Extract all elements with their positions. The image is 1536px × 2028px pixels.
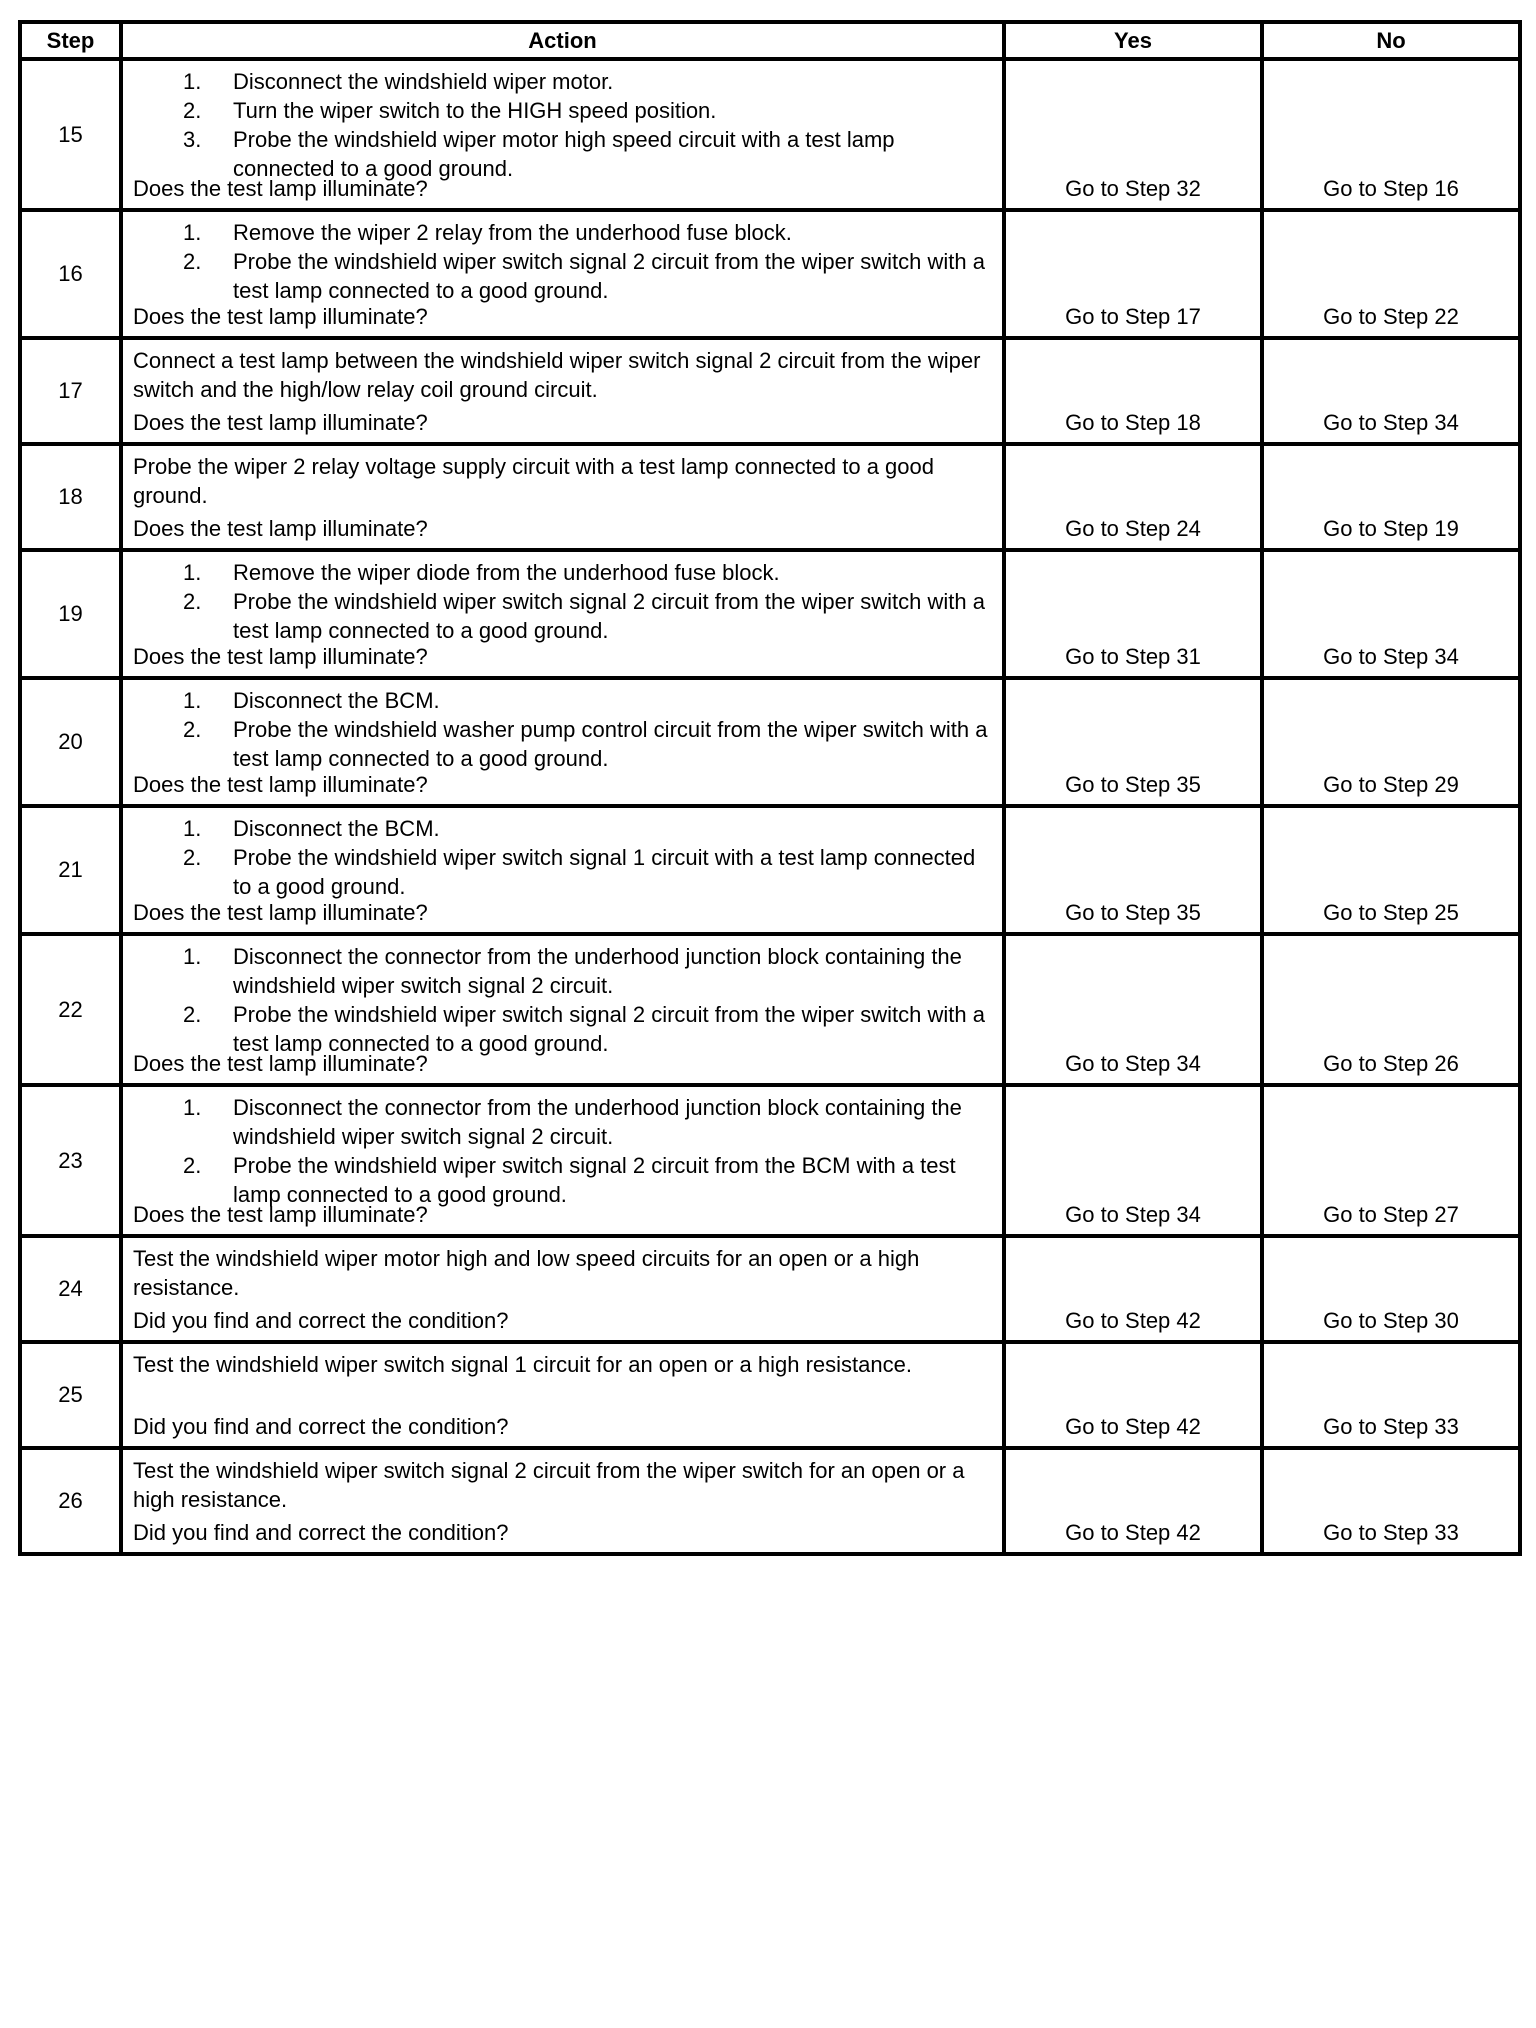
action-step (133, 1093, 992, 1151)
table-row (20, 210, 1520, 338)
action-step-number: 2. (183, 249, 202, 274)
action-step-number: 2. (183, 845, 202, 870)
action-step-text: Probe the windshield wiper switch signal 2 circuit from the wiper switch with a test lamp connected to a good ground. (233, 249, 985, 303)
action-step-number: 2. (183, 589, 202, 614)
yes-result: Go to Step 34 (1065, 1202, 1201, 1227)
step-number: 20 (20, 678, 121, 806)
yes-cell (1004, 1236, 1262, 1342)
no-result: Go to Step 19 (1323, 516, 1459, 541)
action-step (133, 67, 992, 96)
header-yes: Yes (1004, 22, 1262, 59)
action-cell (121, 550, 1004, 678)
step-number: 16 (20, 210, 121, 338)
diagnostic-table (18, 20, 1522, 1556)
action-step-text: Disconnect the BCM. (233, 816, 440, 841)
no-cell (1262, 550, 1520, 678)
action-cell (121, 444, 1004, 550)
action-cell (121, 338, 1004, 444)
no-cell (1262, 1085, 1520, 1236)
no-cell (1262, 1236, 1520, 1342)
no-result: Go to Step 27 (1323, 1202, 1459, 1227)
no-result: Go to Step 34 (1323, 410, 1459, 435)
no-cell (1262, 806, 1520, 934)
action-steps (133, 218, 992, 305)
action-step (133, 814, 992, 843)
action-question: Did you find and correct the condition? (133, 1414, 509, 1439)
action-cell (121, 806, 1004, 934)
table-row (20, 1236, 1520, 1342)
action-cell (121, 1236, 1004, 1342)
header-no: No (1262, 22, 1520, 59)
action-cell (121, 59, 1004, 210)
action-steps (133, 67, 992, 183)
action-steps (133, 558, 992, 645)
yes-result: Go to Step 31 (1065, 644, 1201, 669)
action-step-text: Probe the windshield washer pump control circuit from the wiper switch with a test lamp connected to a good ground. (233, 717, 988, 771)
action-step-text: Probe the windshield wiper switch signal 2 circuit from the wiper switch with a test lamp connected to a good ground. (233, 1002, 985, 1056)
action-step (133, 843, 992, 901)
action-step-number: 2. (183, 717, 202, 742)
yes-result: Go to Step 18 (1065, 410, 1201, 435)
action-step-number: 3. (183, 127, 202, 152)
action-step-number: 1. (183, 816, 202, 841)
action-step-number: 2. (183, 1002, 202, 1027)
no-result: Go to Step 29 (1323, 772, 1459, 797)
action-text: Test the windshield wiper switch signal 1 circuit for an open or a high resistance. (133, 1352, 912, 1377)
table-row (20, 934, 1520, 1085)
table-row (20, 806, 1520, 934)
action-step (133, 715, 992, 773)
action-steps (133, 1093, 992, 1209)
yes-result: Go to Step 35 (1065, 900, 1201, 925)
no-cell (1262, 59, 1520, 210)
yes-result: Go to Step 42 (1065, 1414, 1201, 1439)
action-step-text: Probe the windshield wiper switch signal 1 circuit with a test lamp connected to a good ground. (233, 845, 976, 899)
action-step-text: Disconnect the connector from the underhood junction block containing the windshield wiper switch signal 2 circuit. (233, 1095, 962, 1149)
header-action: Action (121, 22, 1004, 59)
action-cell (121, 210, 1004, 338)
action-step (133, 218, 992, 247)
step-number: 19 (20, 550, 121, 678)
no-cell (1262, 1448, 1520, 1554)
action-step-text: Disconnect the windshield wiper motor. (233, 69, 614, 94)
step-number: 22 (20, 934, 121, 1085)
header-step: Step (20, 22, 121, 59)
action-cell (121, 934, 1004, 1085)
action-question: Does the test lamp illuminate? (133, 1051, 428, 1076)
table-row (20, 550, 1520, 678)
action-step-text: Remove the wiper 2 relay from the underhood fuse block. (233, 220, 792, 245)
action-step-number: 1. (183, 944, 202, 969)
yes-cell (1004, 338, 1262, 444)
no-result: Go to Step 33 (1323, 1414, 1459, 1439)
action-steps (133, 814, 992, 901)
action-question: Does the test lamp illuminate? (133, 900, 428, 925)
step-number: 26 (20, 1448, 121, 1554)
action-question: Does the test lamp illuminate? (133, 410, 428, 435)
table-row (20, 1448, 1520, 1554)
action-step-number: 2. (183, 1153, 202, 1178)
yes-cell (1004, 444, 1262, 550)
step-number: 24 (20, 1236, 121, 1342)
yes-result: Go to Step 17 (1065, 304, 1201, 329)
yes-result: Go to Step 32 (1065, 176, 1201, 201)
action-step-number: 1. (183, 220, 202, 245)
action-text: Probe the wiper 2 relay voltage supply circuit with a test lamp connected to a good ground. (133, 454, 935, 508)
yes-cell (1004, 210, 1262, 338)
no-result: Go to Step 25 (1323, 900, 1459, 925)
yes-cell (1004, 1085, 1262, 1236)
yes-result: Go to Step 35 (1065, 772, 1201, 797)
action-steps (133, 686, 992, 773)
table-row (20, 444, 1520, 550)
action-step (133, 558, 992, 587)
step-number: 18 (20, 444, 121, 550)
yes-cell (1004, 678, 1262, 806)
no-cell (1262, 444, 1520, 550)
action-step-text: Disconnect the connector from the underhood junction block containing the windshield wiper switch signal 2 circuit. (233, 944, 962, 998)
action-cell (121, 1448, 1004, 1554)
action-question: Did you find and correct the condition? (133, 1308, 509, 1333)
step-number: 21 (20, 806, 121, 934)
action-cell (121, 678, 1004, 806)
action-step-number: 1. (183, 560, 202, 585)
no-result: Go to Step 34 (1323, 644, 1459, 669)
table-row (20, 59, 1520, 210)
step-number: 15 (20, 59, 121, 210)
yes-result: Go to Step 42 (1065, 1520, 1201, 1545)
action-question: Does the test lamp illuminate? (133, 176, 428, 201)
action-question: Did you find and correct the condition? (133, 1520, 509, 1545)
yes-result: Go to Step 24 (1065, 516, 1201, 541)
action-text: Test the windshield wiper motor high and low speed circuits for an open or a high resistance. (133, 1246, 920, 1300)
yes-result: Go to Step 34 (1065, 1051, 1201, 1076)
header-row (20, 22, 1520, 59)
step-number: 25 (20, 1342, 121, 1448)
yes-cell (1004, 806, 1262, 934)
action-step-text: Probe the windshield wiper switch signal 2 circuit from the wiper switch with a test lamp connected to a good ground. (233, 589, 985, 643)
no-result: Go to Step 16 (1323, 176, 1459, 201)
action-step (133, 96, 992, 125)
action-step (133, 587, 992, 645)
no-cell (1262, 338, 1520, 444)
action-cell (121, 1085, 1004, 1236)
action-question: Does the test lamp illuminate? (133, 772, 428, 797)
step-number: 23 (20, 1085, 121, 1236)
no-cell (1262, 210, 1520, 338)
action-question: Does the test lamp illuminate? (133, 304, 428, 329)
action-step-number: 1. (183, 688, 202, 713)
yes-cell (1004, 1342, 1262, 1448)
action-step (133, 942, 992, 1000)
action-step (133, 247, 992, 305)
action-step-text: Probe the windshield wiper motor high speed circuit with a test lamp connected to a good ground. (233, 127, 895, 181)
action-steps (133, 942, 992, 1058)
no-result: Go to Step 33 (1323, 1520, 1459, 1545)
yes-cell (1004, 934, 1262, 1085)
action-text: Connect a test lamp between the windshield wiper switch signal 2 circuit from the wiper switch and the high/low relay coil ground circuit. (133, 348, 981, 402)
no-result: Go to Step 30 (1323, 1308, 1459, 1333)
no-cell (1262, 934, 1520, 1085)
yes-cell (1004, 550, 1262, 678)
action-cell (121, 1342, 1004, 1448)
table-row (20, 1342, 1520, 1448)
action-step (133, 686, 992, 715)
action-step-number: 1. (183, 1095, 202, 1120)
yes-result: Go to Step 42 (1065, 1308, 1201, 1333)
action-question: Does the test lamp illuminate? (133, 1202, 428, 1227)
yes-cell (1004, 59, 1262, 210)
action-step-text: Disconnect the BCM. (233, 688, 440, 713)
yes-cell (1004, 1448, 1262, 1554)
action-step-text: Probe the windshield wiper switch signal 2 circuit from the BCM with a test lamp connected to a good ground. (233, 1153, 956, 1207)
action-question: Does the test lamp illuminate? (133, 516, 428, 541)
table-row (20, 678, 1520, 806)
step-number: 17 (20, 338, 121, 444)
table-row (20, 1085, 1520, 1236)
table-row (20, 338, 1520, 444)
no-cell (1262, 678, 1520, 806)
action-text: Test the windshield wiper switch signal 2 circuit from the wiper switch for an open or a high resistance. (133, 1458, 965, 1512)
action-question: Does the test lamp illuminate? (133, 644, 428, 669)
action-step-number: 2. (183, 98, 202, 123)
no-cell (1262, 1342, 1520, 1448)
no-result: Go to Step 26 (1323, 1051, 1459, 1076)
action-step-number: 1. (183, 69, 202, 94)
no-result: Go to Step 22 (1323, 304, 1459, 329)
action-step-text: Remove the wiper diode from the underhood fuse block. (233, 560, 780, 585)
action-step-text: Turn the wiper switch to the HIGH speed position. (233, 98, 717, 123)
